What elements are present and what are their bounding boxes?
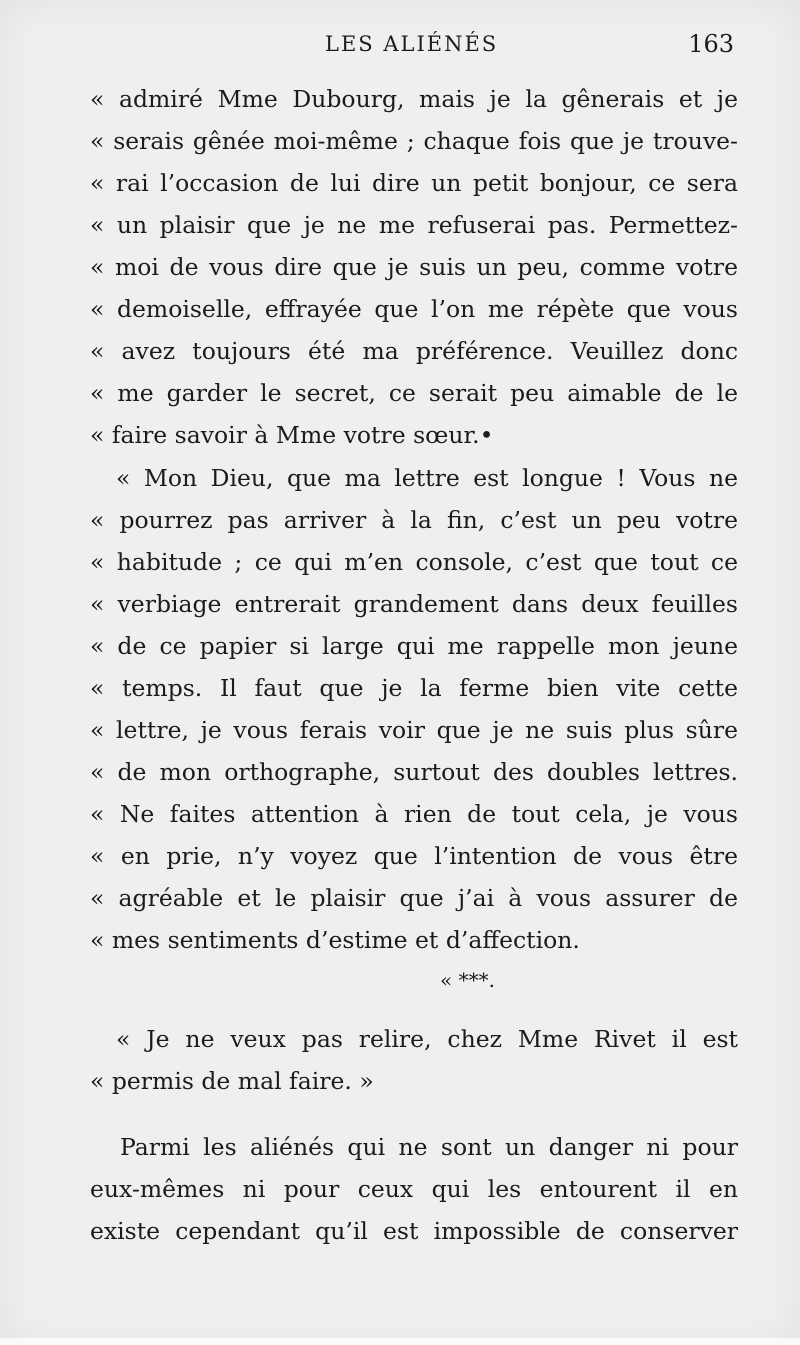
text-line: « serais gênée moi-même ; chaque fois que je trouve- — [90, 127, 738, 155]
text-line: « Ne faites attention à rien de tout cela, je vous — [90, 800, 738, 828]
text-line: « Mon Dieu, que ma lettre est longue ! Vous ne — [116, 464, 738, 492]
page-number: 163 — [688, 30, 734, 58]
text-line: « permis de mal faire. » — [90, 1067, 374, 1095]
text-line: « moi de vous dire que je suis un peu, comme votre — [90, 253, 738, 281]
text-line: « mes sentiments d’estime et d’affection. — [90, 926, 580, 954]
text-line: « temps. Il faut que je la ferme bien vite cette — [90, 674, 738, 702]
running-header — [90, 28, 740, 64]
running-title: LES ALIÉNÉS — [325, 32, 499, 56]
text-line: « de mon orthographe, surtout des doubles lettres. — [90, 758, 738, 786]
text-line: « agréable et le plaisir que j’ai à vous assurer de — [90, 884, 738, 912]
text-line: « habitude ; ce qui m’en console, c’est que tout ce — [90, 548, 738, 576]
text-line: « en prie, n’y voyez que l’intention de vous être — [90, 842, 738, 870]
text-line: eux-mêmes ni pour ceux qui les entourent il en — [90, 1175, 738, 1203]
text-line: « faire savoir à Mme votre sœur.• — [90, 421, 494, 449]
text-line: « un plaisir que je ne me refuserai pas. Permettez- — [90, 211, 738, 239]
text-line: « rai l’occasion de lui dire un petit bonjour, ce sera — [90, 169, 738, 197]
text-line: Parmi les aliénés qui ne sont un danger ni pour — [120, 1133, 738, 1161]
text-line: « de ce papier si large qui me rappelle mon jeune — [90, 632, 738, 660]
text-line: « me garder le secret, ce serait peu aimable de le — [90, 379, 738, 407]
text-line: « Je ne veux pas relire, chez Mme Rivet il est — [116, 1025, 738, 1053]
text-line: existe cependant qu’il est impossible de conserver — [90, 1217, 738, 1245]
text-line: « verbiage entrerait grandement dans deux feuilles — [90, 590, 738, 618]
text-line: « demoiselle, effrayée que l’on me répète que vous — [90, 295, 738, 323]
page-edge — [0, 1338, 800, 1345]
text-line: « admiré Mme Dubourg, mais je la gênerais et je — [90, 85, 738, 113]
letter-signature: « ***. — [440, 968, 495, 992]
text-line: « lettre, je vous ferais voir que je ne suis plus sûre — [90, 716, 738, 744]
text-line: « avez toujours été ma préférence. Veuillez donc — [90, 337, 738, 365]
text-line: « pourrez pas arriver à la fin, c’est un peu votre — [90, 506, 738, 534]
